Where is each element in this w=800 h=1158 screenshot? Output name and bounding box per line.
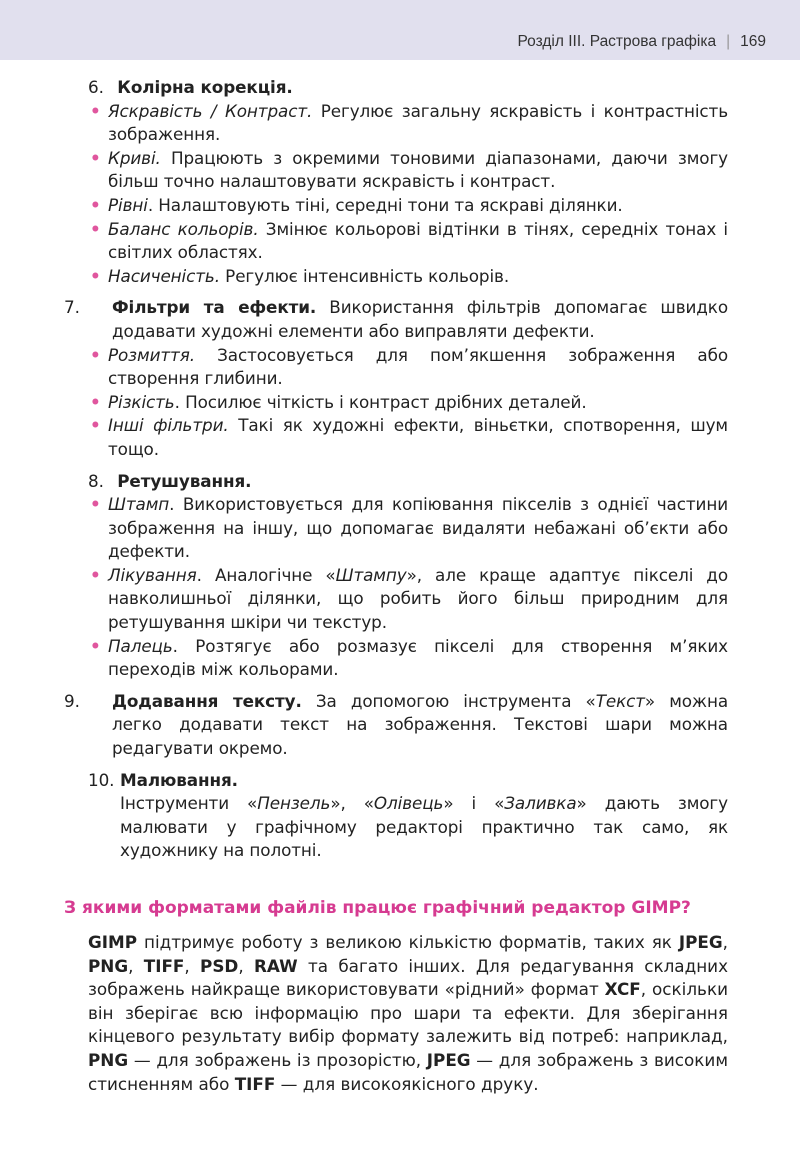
description: . Посилює чіткість і контраст дрібних деталей. bbox=[174, 391, 587, 412]
item-10-text bbox=[88, 792, 728, 863]
bullet-icon: • bbox=[90, 344, 101, 365]
description: Застосовується для пом’якшення зображення або створення глибини. bbox=[108, 344, 728, 389]
term: Інші фільтри. bbox=[108, 415, 229, 436]
description: Регулює інтенсивність кольорів. bbox=[219, 265, 510, 286]
description: . Використовується для копіювання пікселів з однієї частини зображення на іншу, що допомагає видаляти небажані об’єкти або дефекти. bbox=[108, 494, 728, 562]
description: Регулює загальну яскравість і контрастність зображення. bbox=[108, 100, 728, 145]
bullet-icon: • bbox=[90, 564, 101, 585]
term: Різкість bbox=[108, 391, 175, 412]
running-header bbox=[518, 33, 767, 51]
item-title: Ретушування. bbox=[117, 470, 252, 491]
item-number: 9. bbox=[64, 690, 80, 711]
term: Розмиття. bbox=[108, 344, 195, 365]
text: RAW bbox=[254, 955, 298, 976]
list-item-7 bbox=[64, 296, 728, 343]
text: PNG bbox=[88, 955, 129, 976]
bullet-icon: • bbox=[90, 218, 101, 239]
item-number: 7. bbox=[64, 297, 80, 318]
description: Такі як художні ефекти, віньєтки, спотворення, шум тощо. bbox=[108, 415, 728, 459]
bullet-item bbox=[88, 100, 728, 147]
page-header bbox=[0, 0, 800, 60]
description: Змінює кольорові відтінки в тінях, середніх тонах і світлих областях. bbox=[108, 218, 728, 263]
page-number: 169 bbox=[740, 33, 766, 50]
bullet-icon: • bbox=[90, 100, 101, 121]
text: , bbox=[184, 955, 201, 976]
bullet-item bbox=[88, 344, 728, 391]
item-number: 8. bbox=[88, 470, 104, 491]
description: . Аналогічне « bbox=[196, 564, 336, 585]
description: . Налаштовують тіні, середні тони та яскраві ділянки. bbox=[147, 194, 623, 215]
text: TIFF bbox=[143, 955, 185, 976]
text: — для високоякісного друку. bbox=[275, 1073, 539, 1094]
item-title: Додавання тексту. bbox=[112, 690, 302, 711]
bullet-item bbox=[88, 147, 728, 194]
term: Пензель bbox=[257, 793, 331, 814]
text: TIFF bbox=[234, 1073, 276, 1094]
text: підтримує роботу з великою кількістю форматів, таких як bbox=[137, 932, 679, 952]
bullet-item bbox=[88, 218, 728, 265]
text: GIMP bbox=[88, 932, 138, 952]
item-title: Колірна корекція. bbox=[117, 77, 293, 97]
bullet-icon: • bbox=[90, 194, 101, 215]
bullet-item bbox=[88, 391, 728, 415]
item-title: Фільтри та ефекти. bbox=[112, 297, 317, 318]
term: Баланс кольорів. bbox=[108, 218, 259, 239]
term: Лікування bbox=[108, 564, 197, 585]
item-text: » можна легко додавати текст на зображення. Текстові шари можна редагувати окремо. bbox=[112, 690, 728, 759]
term: Палець bbox=[108, 635, 173, 656]
item-number: 10. bbox=[88, 769, 115, 790]
main-content bbox=[64, 76, 728, 863]
text: , bbox=[128, 955, 144, 976]
text: — для зображень з високим стисненням або bbox=[88, 1049, 729, 1094]
item-text: За допомогою інструмента « bbox=[301, 690, 596, 711]
term: Текст bbox=[595, 690, 645, 711]
list-item-10 bbox=[88, 769, 728, 793]
text: » дають змогу малювати у графічному редакторі практично так само, як художнику на полотні. bbox=[120, 793, 728, 861]
item-text: Використання фільтрів допомагає швидко додавати художні елементи або виправляти дефекти. bbox=[112, 297, 728, 341]
list-item-6 bbox=[88, 76, 728, 100]
text: XCF bbox=[604, 979, 641, 1000]
item-number: 6. bbox=[88, 77, 104, 97]
text: JPEG bbox=[678, 932, 723, 952]
list-item-9 bbox=[64, 690, 728, 761]
text: — для зображень із прозорістю, bbox=[128, 1049, 427, 1070]
bullet-icon: • bbox=[90, 391, 101, 412]
bullet-item bbox=[88, 265, 728, 289]
description: Працюють з окремими тоновими діапазонами, даючи змогу більш точно налаштовувати яскравість і контраст. bbox=[108, 147, 728, 192]
bullet-icon: • bbox=[90, 147, 101, 168]
text: » і « bbox=[443, 793, 505, 814]
section-paragraph bbox=[88, 931, 728, 1096]
text: », « bbox=[330, 793, 374, 814]
list-item-8 bbox=[88, 470, 728, 494]
header-separator: | bbox=[726, 33, 731, 50]
bullet-icon: • bbox=[90, 415, 101, 436]
bullet-item bbox=[88, 635, 728, 682]
bullet-icon: • bbox=[90, 494, 101, 515]
bullet-icon: • bbox=[90, 635, 101, 656]
term: Насиченість. bbox=[108, 265, 220, 286]
text: PNG bbox=[88, 1049, 129, 1070]
description: », але краще адаптує пікселі до навколишньої ділянки, що робить його більш природним для ретушування шкіри чи текстур. bbox=[108, 564, 728, 633]
section-heading: З якими форматами файлів працює графічний редактор GIMP? bbox=[64, 898, 691, 918]
text: PSD bbox=[200, 955, 239, 976]
text: та багато інших. Для редагування складних зображень найкраще використовувати «рідний» формат bbox=[88, 955, 729, 1000]
text: JPEG bbox=[426, 1049, 471, 1070]
section-name: Розділ ІІІ. Растрова графіка bbox=[517, 33, 717, 50]
bullet-item bbox=[88, 564, 728, 635]
text: , bbox=[238, 955, 254, 976]
bullet-item bbox=[88, 493, 728, 564]
term: Олівець bbox=[373, 793, 444, 814]
term: Яскравість / Контраст. bbox=[108, 100, 313, 121]
description: . Розтягує або розмазує пікселі для створення м’яких переходів між кольорами. bbox=[108, 635, 728, 680]
term: Рівні bbox=[108, 194, 148, 215]
bullet-item bbox=[88, 414, 728, 461]
term: Криві. bbox=[108, 147, 161, 168]
item-title: Малювання. bbox=[120, 769, 238, 790]
text: , bbox=[722, 932, 728, 952]
term: Заливка bbox=[504, 793, 577, 814]
text: , оскільки він зберігає всю інформацію про шари та ефекти. Для зберігання кінцевого результату вибір формату залежить від потреб: наприклад, bbox=[88, 979, 728, 1047]
bullet-icon: • bbox=[90, 265, 101, 286]
text: Інструменти « bbox=[120, 793, 258, 814]
term: Штамп bbox=[108, 494, 170, 515]
term: Штампу bbox=[335, 564, 407, 585]
bullet-item bbox=[88, 194, 728, 218]
